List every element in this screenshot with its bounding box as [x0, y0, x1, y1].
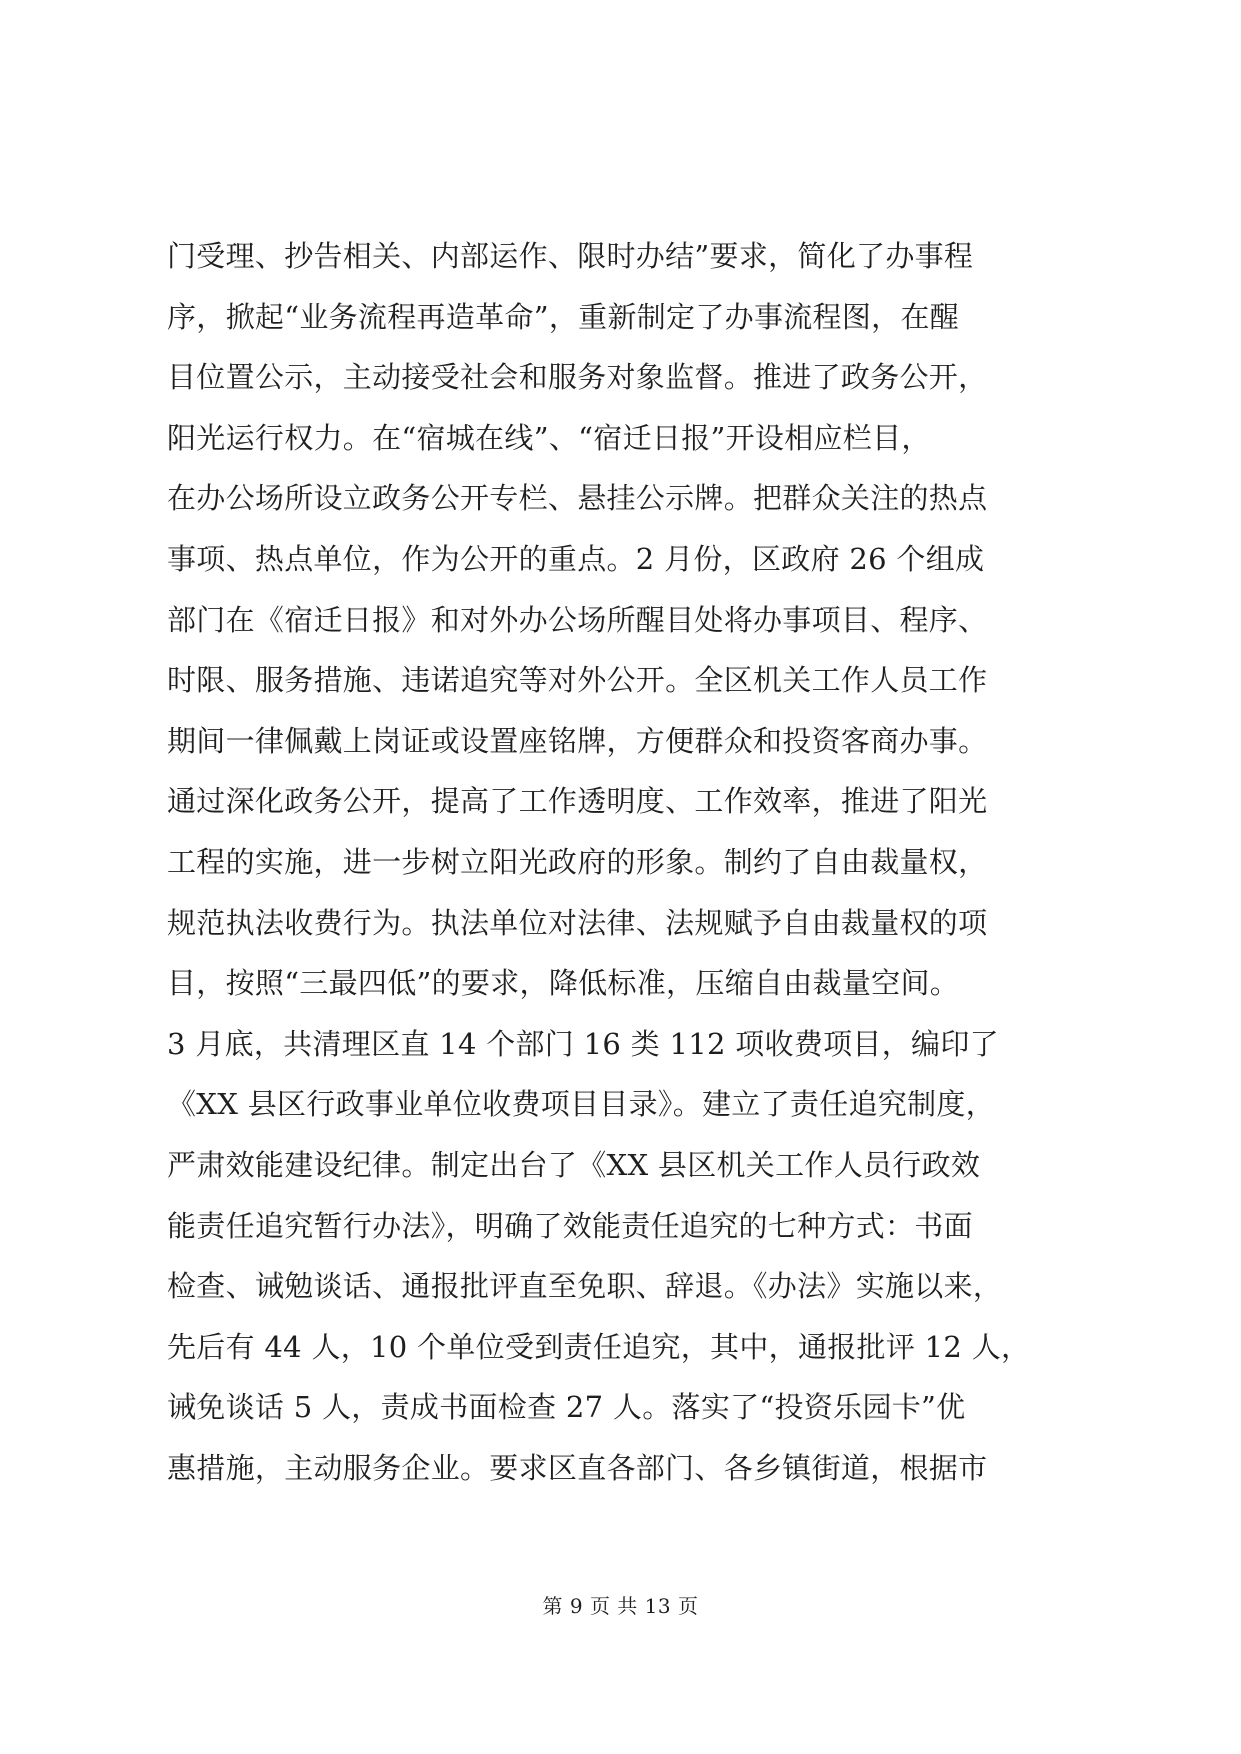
text-line: 能责任追究暂行办法》，明确了效能责任追究的七种方式：书面 — [167, 1208, 973, 1243]
text-line: 阳光运行权力。在“宿城在线”、“宿迁日报”开设相应栏目， — [167, 420, 931, 455]
text-line: 时限、服务措施、违诺追究等对外公开。全区机关工作人员工作 — [167, 663, 988, 698]
text-line: 目，按照“三最四低”的要求，降低标准，压缩自由裁量空间。 — [167, 966, 960, 1001]
text-line: 检查、诫勉谈话、通报批评直至免职、辞退。《办法》实施以来， — [167, 1269, 1003, 1304]
text-line: 《XX 县区行政事业单位收费项目目录》。建立了责任追究制度， — [167, 1087, 996, 1122]
text-line: 通过深化政务公开，提高了工作透明度、工作效率，推进了阳光 — [167, 784, 988, 819]
body-text — [167, 226, 1077, 1498]
text-line: 序，掀起“业务流程再造革命”，重新制定了办事流程图，在醒 — [167, 299, 960, 334]
text-line: 目位置公示，主动接受社会和服务对象监督。推进了政务公开， — [167, 360, 988, 395]
text-line: 工程的实施，进一步树立阳光政府的形象。制约了自由裁量权， — [167, 844, 988, 879]
text-line: 先后有 44 人，10 个单位受到责任追究，其中，通报批评 12 人， — [167, 1329, 1031, 1364]
text-line: 门受理、抄告相关、内部运作、限时办结”要求，简化了办事程 — [167, 239, 974, 273]
text-line: 在办公场所设立政务公开专栏、悬挂公示牌。把群众关注的热点 — [167, 481, 988, 516]
text-line: 规范执法收费行为。执法单位对法律、法规赋予自由裁量权的项 — [167, 905, 988, 940]
text-line: 诫免谈话 5 人，责成书面检查 27 人。落实了“投资乐园卡”优 — [167, 1390, 966, 1425]
text-line: 3 月底，共清理区直 14 个部门 16 类 112 项收费项目，编印了 — [167, 1026, 999, 1061]
text-line: 事项、热点单位，作为公开的重点。2 月份，区政府 26 个组成 — [167, 541, 985, 576]
text-line: 部门在《宿迁日报》和对外办公场所醒目处将办事项目、程序、 — [167, 602, 988, 637]
text-line: 期间一律佩戴上岗证或设置座铭牌，方便群众和投资客商办事。 — [167, 723, 988, 758]
text-line: 严肃效能建设纪律。制定出台了《XX 县区机关工作人员行政效 — [167, 1147, 981, 1182]
page-number-footer: 第 9 页 共 13 页 — [542, 1594, 699, 1618]
text-line: 惠措施，主动服务企业。要求区直各部门、各乡镇街道，根据市 — [167, 1450, 988, 1485]
